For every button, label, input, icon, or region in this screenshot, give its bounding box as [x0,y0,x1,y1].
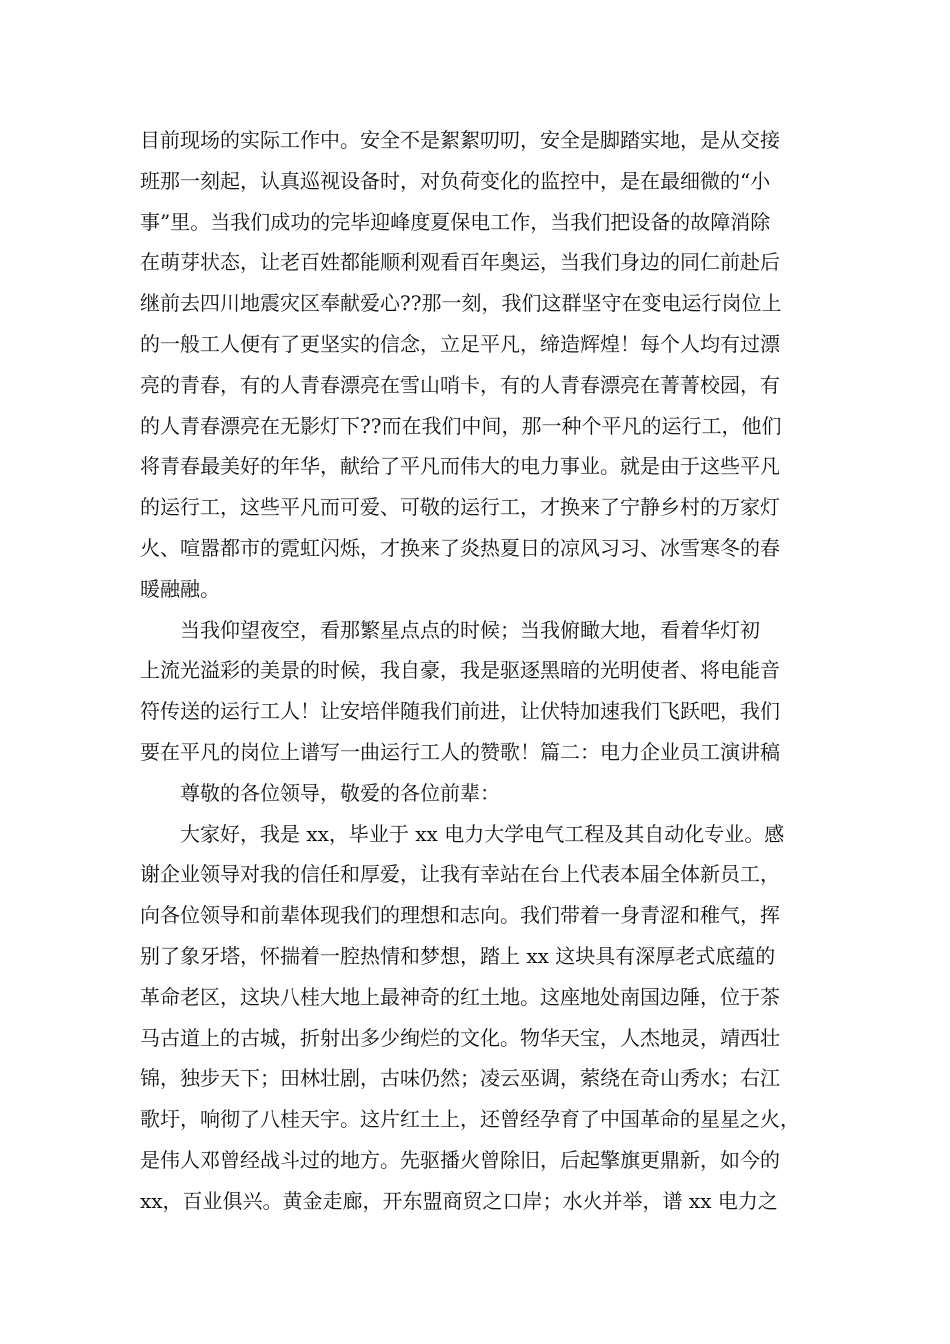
text-line: 当我仰望夜空，看那繁星点点的时候；当我俯瞰大地，看着华灯初 [140,617,760,642]
text-line: 符传送的运行工人！让安培伴随我们前进，让伏特加速我们飞跃吧，我们 [140,699,780,724]
text-line: 向各位领导和前辈体现我们的理想和志向。我们带着一身青涩和稚气，挥 [140,903,780,928]
document-body [140,120,840,1222]
text-line: 马古道上的古城，折射出多少绚烂的文化。物华天宝，人杰地灵，靖西壮 [140,1025,780,1050]
text-line: 班那一刻起，认真巡视设备时，对负荷变化的监控中，是在最细微的“小 [140,168,771,193]
text-line: 歌圩，响彻了八桂天宇。这片红土上，还曾经孕育了中国革命的星星之火， [140,1107,800,1132]
text-line: 亮的青春，有的人青春漂亮在雪山哨卡，有的人青春漂亮在菁菁校园，有 [140,372,780,397]
text-line: 要在平凡的岗位上谱写一曲运行工人的赞歌！篇二：电力企业员工演讲稿 [140,739,780,764]
text-line: 暖融融。 [140,576,220,601]
text-line: 革命老区，这块八桂大地上最神奇的红土地。这座地处南国边陲，位于茶 [140,984,780,1009]
text-line: 火、喧嚣都市的霓虹闪烁，才换来了炎热夏日的凉风习习、冰雪寒冬的春 [140,535,780,560]
text-line: 的一般工人便有了更坚实的信念，立足平凡，缔造辉煌！每个人均有过漂 [140,331,780,356]
text-line: 锦，独步天下；田林壮剧，古味仍然；凌云巫调，萦绕在奇山秀水；右江 [140,1066,780,1091]
text-line: 谢企业领导对我的信任和厚爱，让我有幸站在台上代表本届全体新员工， [140,862,780,887]
text-line: 事”里。当我们成功的完毕迎峰度夏保电工作，当我们把设备的故障消除 [140,209,771,234]
text-line: 将青春最美好的年华，献给了平凡而伟大的电力事业。就是由于这些平凡 [140,454,780,479]
text-line: 上流光溢彩的美景的时候，我自豪，我是驱逐黑暗的光明使者、将电能音 [140,658,780,683]
text-line: 别了象牙塔，怀揣着一腔热情和梦想，踏上 xx 这块具有深厚老式底蕴的 [140,943,776,968]
text-line: 在萌芽状态，让老百姓都能顺利观看百年奥运，当我们身边的同仁前赴后 [140,250,780,275]
text-line: 目前现场的实际工作中。安全不是絮絮叨叨，安全是脚踏实地，是从交接 [140,128,780,152]
text-line: xx，百业俱兴。黄金走廊，开东盟商贸之口岸；水火并举，谱 xx 电力之 [140,1188,778,1213]
text-line: 是伟人邓曾经战斗过的地方。先驱播火曾除旧，后起擎旗更鼎新，如今的 [140,1147,780,1172]
text-line: 继前去四川地震灾区奉献爱心??那一刻，我们这群坚守在变电运行岗位上 [140,291,782,316]
text-line: 大家好，我是 xx，毕业于 xx 电力大学电气工程及其自动化专业。感 [140,821,785,846]
text-line: 尊敬的各位领导，敬爱的各位前辈： [140,780,500,805]
text-line: 的运行工，这些平凡而可爱、可敬的运行工，才换来了宁静乡村的万家灯 [140,495,780,520]
text-line: 的人青春漂亮在无影灯下??而在我们中间，那一种个平凡的运行工，他们 [140,413,782,438]
